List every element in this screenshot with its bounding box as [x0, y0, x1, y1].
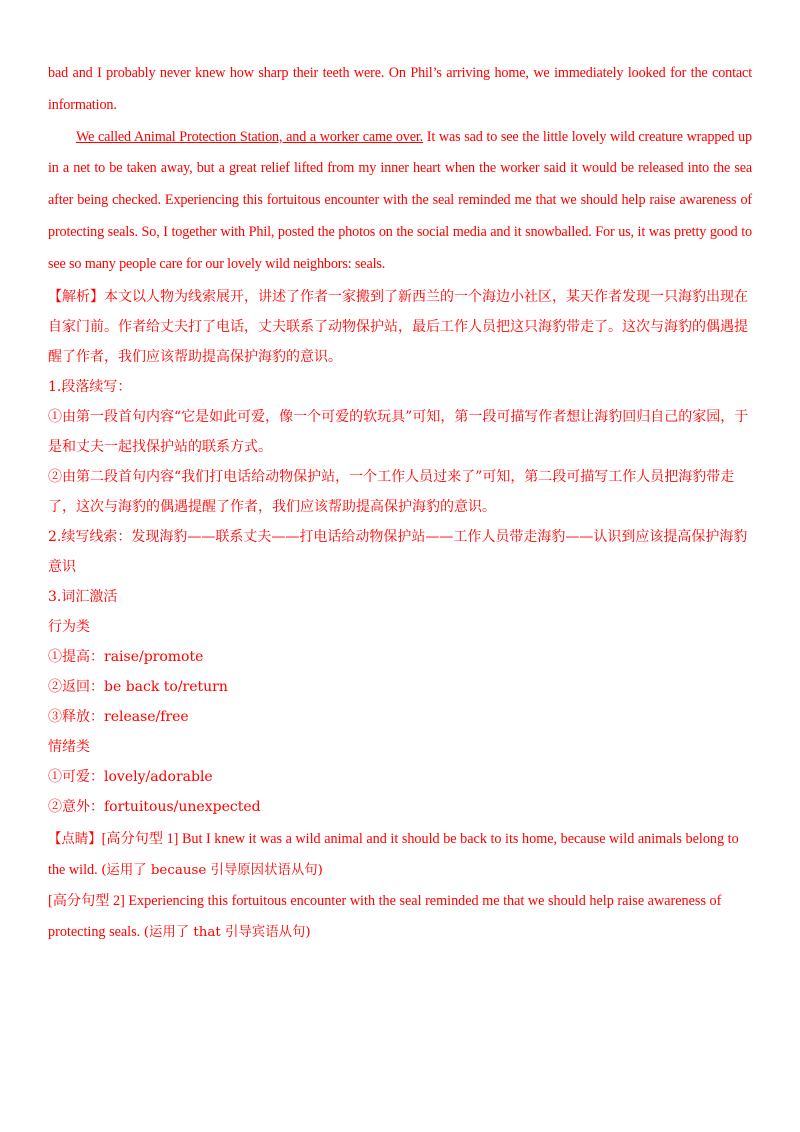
analysis-tag: 【解析】 [48, 289, 104, 305]
section-paragraph-writing-item-1: ①由第一段首句内容“它是如此可爱，像一个可爱的软玩具”可知，第一段可描写作者想让海豹回归自己的家园，于是和丈夫一起找保护站的联系方式。 [48, 409, 749, 455]
story-paragraph-2-body: It was sad to see the little lovely wild creature wrapped up in a net to be taken away, but a great relief lifted from my inner heart when the worker said it would be released into the sea after being checked. Experiencing this fortuitous encounter with the seal reminded me that we should help raise awareness of protecting seals. So, I together with Phil, posted the photos on the social media and it snowballed. For us, it was pretty good to see so many people care for our lovely wild neighbors: seals. [48, 128, 752, 272]
highlight-note-1: (运用了 because 引导原因状语从句) [101, 863, 323, 878]
highlight-label-1: [高分句型 1] [101, 831, 179, 847]
underlined-given-sentence: We called Animal Protection Station, and a worker came over. [76, 128, 424, 145]
highlight-sentence-2: Experiencing this fortuitous encounter with the seal reminded me that we should help raise awareness of protecting seals. [48, 893, 722, 940]
highlights-section [48, 824, 752, 948]
highlight-sentence-1: But I knew it was a wild animal and it should be back to its home, because wild animals belong to the wild. [48, 831, 739, 878]
vocabulary-category-emotions: 情绪类 [48, 739, 90, 755]
highlight-item-1 [48, 824, 752, 886]
highlight-label-2: [高分句型 2] [48, 893, 125, 909]
analysis-summary [48, 282, 754, 372]
vocabulary-item: ③释放：release/free [48, 709, 189, 725]
vocabulary-item: ②返回：be back to/return [48, 679, 228, 695]
vocabulary-item: ①提高：raise/promote [48, 649, 204, 665]
section-vocabulary-title: 3.词汇激活 [48, 589, 118, 605]
highlight-item-2 [48, 886, 752, 948]
section-writing-clues: 2.续写线索：发现海豹——联系丈夫——打电话给动物保护站——工作人员带走海豹——认识到应该提高保护海豹意识 [48, 529, 748, 575]
vocabulary-item: ①可爱：lovely/adorable [48, 769, 213, 785]
highlight-note-2: (运用了 that 引导宾语从句) [143, 925, 311, 940]
vocabulary-item: ②意外：fortuitous/unexpected [48, 799, 261, 815]
story-paragraph-2 [48, 122, 752, 281]
story-paragraph-1: bad and I probably never knew how sharp their teeth were. On Phil’s arriving home, we immediately looked for the contact information. [48, 65, 752, 113]
analysis-summary-text: 本文以人物为线索展开，讲述了作者一家搬到了新西兰的一个海边小社区，某天作者发现一只海豹出现在自家门前。作者给丈夫打了电话，丈夫联系了动物保护站，最后工作人员把这只海豹带走了。这次与海豹的偶遇提醒了作者，我们应该帮助提高保护海豹的意识。 [48, 289, 748, 365]
analysis-section [48, 282, 754, 822]
story-continuation [48, 58, 752, 281]
vocabulary-category-actions: 行为类 [48, 619, 90, 635]
highlight-tag: 【点睛】 [48, 832, 102, 847]
section-paragraph-writing-title: 1.段落续写： [48, 379, 132, 395]
section-paragraph-writing-item-2: ②由第二段首句内容“我们打电话给动物保护站，一个工作人员过来了”可知，第二段可描写工作人员把海豹带走了，这次与海豹的偶遇提醒了作者，我们应该帮助提高保护海豹的意识。 [48, 469, 735, 515]
